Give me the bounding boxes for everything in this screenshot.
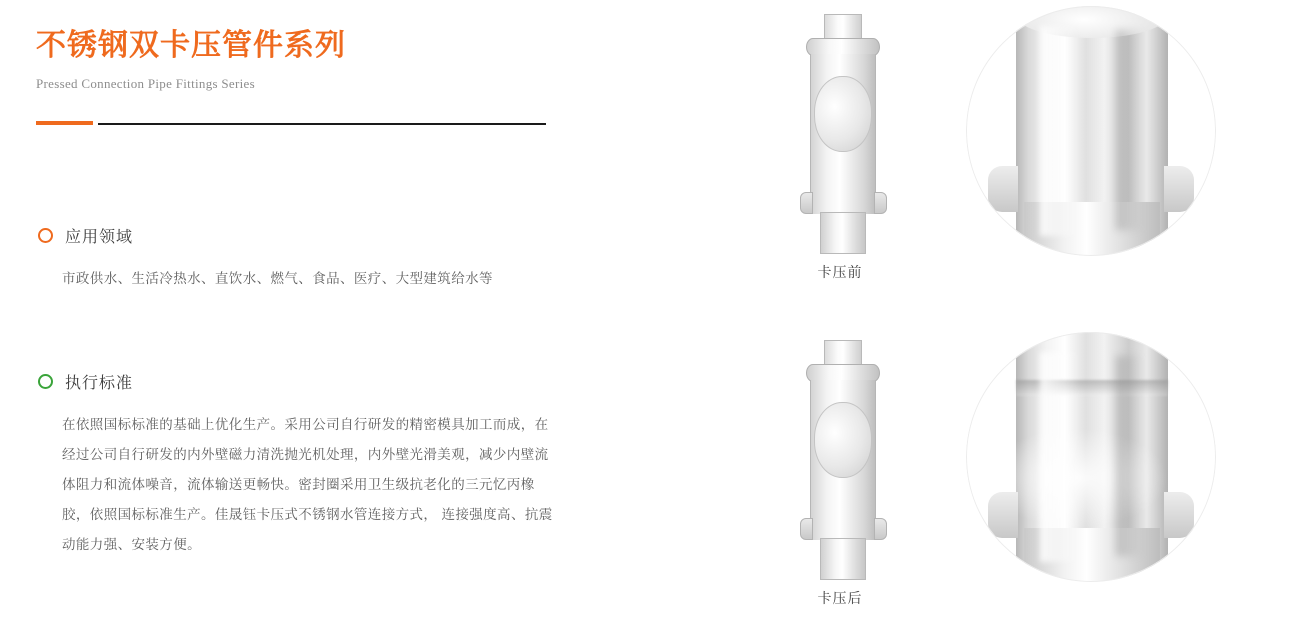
- figure-before-pressing: [700, 4, 1304, 304]
- fitting-skirt: [1024, 202, 1160, 256]
- image-column: [700, 0, 1304, 625]
- section-standard: [36, 368, 656, 560]
- fitting-closeup-circle: [966, 6, 1216, 256]
- section-paragraph: 在依照国标标准的基础上优化生产。采用公司自行研发的精密模具加工而成，在经过公司自行研发的内外壁磁力清洗抛光机处理，内外壁光滑美观，减少内壁流体阻力和流体噪音，流体输送更畅快。密封圈采用卫生级抗老化的三元忆丙橡胶，依照国标标准生产。佳晟钰卡压式不锈钢水管连接方式， 连接强度高、抗震动能力强、安装方便。: [62, 417, 553, 552]
- fitting-ear-left: [988, 492, 1018, 538]
- pipe-bead-left: [800, 192, 813, 214]
- divider-accent: [36, 121, 93, 125]
- figure-caption: 卡压前: [817, 264, 863, 280]
- section-application: [36, 222, 656, 294]
- section-paragraph: 市政供水、生活冷热水、直饮水、燃气、食品、医疗、大型建筑给水等: [62, 271, 493, 286]
- figure-after-pressing: [700, 330, 1304, 630]
- fitting-ear-right: [1164, 166, 1194, 212]
- highlight-left: [1040, 352, 1080, 562]
- figure-caption: 卡压后: [817, 590, 863, 606]
- fitting-ear-left: [988, 166, 1018, 212]
- section-body: [36, 264, 562, 294]
- section-title: 应用领域: [65, 228, 134, 246]
- pipe-fitting-illustration: [798, 14, 888, 254]
- section-heading: [36, 222, 656, 248]
- shadow-right: [1116, 30, 1142, 230]
- pipe-bulge: [814, 76, 872, 152]
- pipe-top-tube: [824, 14, 862, 40]
- fitting-closeup-circle: [966, 332, 1216, 582]
- pipe-bead-right: [874, 192, 887, 214]
- pipe-bulge: [814, 402, 872, 478]
- section-title: 执行标准: [65, 374, 134, 392]
- pipe-top-tube: [824, 340, 862, 366]
- pipe-bottom-tube: [820, 538, 866, 580]
- shadow-right: [1116, 356, 1142, 556]
- divider-line: [98, 123, 546, 125]
- highlight-left: [1040, 26, 1080, 236]
- page-title: 不锈钢双卡压管件系列: [36, 29, 346, 62]
- section-body: [36, 410, 562, 560]
- section-heading: [36, 368, 656, 394]
- fitting-ear-right: [1164, 492, 1194, 538]
- fitting-cap: [1016, 6, 1168, 38]
- circle-marker-icon: [38, 374, 53, 389]
- fitting-press-band: [1016, 380, 1168, 396]
- fitting-waist-highlight: [1016, 428, 1168, 528]
- page-subtitle: Pressed Connection Pipe Fittings Series: [36, 76, 255, 91]
- fitting-core: [1016, 332, 1168, 574]
- pipe-bead-right: [874, 518, 887, 540]
- fitting-core: [1016, 6, 1168, 248]
- title-divider: [36, 119, 546, 129]
- pipe-bottom-tube: [820, 212, 866, 254]
- pipe-fitting-illustration: [798, 340, 888, 580]
- circle-marker-icon: [38, 228, 53, 243]
- text-column: [36, 0, 696, 625]
- fitting-skirt: [1024, 528, 1160, 582]
- pipe-bead-left: [800, 518, 813, 540]
